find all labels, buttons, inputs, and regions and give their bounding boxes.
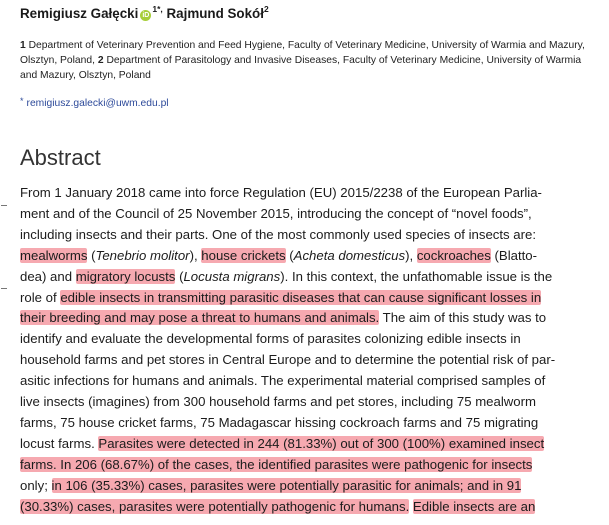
abstract-line: identify and evaluate the developmental forms of parasites colonizing edible insects in [20,331,521,347]
corresponding-email [20,96,169,109]
author-2-name[interactable]: Rajmund Sokół [166,6,264,21]
author-2-marker: 2 [263,4,269,14]
highlight: edible insects in transmitting parasitic diseases that can cause significant losses in [60,289,542,305]
highlight: in 106 (35.33%) cases, parasites were potentially parasitic for animals; and in 91 [51,477,522,493]
abstract-line [20,434,590,455]
highlight: Edible insects are an [412,498,536,514]
highlight: (30.33%) cases, parasites were potentially pathogenic for humans. [20,498,410,514]
email-link[interactable]: remigiusz.galecki@uwm.edu.pl [26,98,169,109]
corresponding-star: * [20,96,24,106]
abstract-line [20,288,590,309]
text-span: dea) and [20,268,76,284]
abstract-heading: Abstract [20,145,101,170]
margin-marker [1,288,7,289]
abstract-line [20,246,590,267]
author-line [20,4,269,21]
abstract-line: farms, 75 house cricket farms, 75 Madagascar hissing cockroach farms and 75 migrating [20,414,539,430]
highlight: farms. In 206 (68.67%) of the cases, the identified parasites were pathogenic for insects [20,456,533,472]
text-span: ), [189,247,202,263]
text-span: ( [285,247,294,263]
affiliation-1-number: 1 [20,40,26,51]
affiliations [20,38,595,83]
highlight: their breeding and may pose a threat to humans and animals. [20,310,380,326]
abstract-line: From 1 January 2018 came into force Regulation (EU) 2015/2238 of the European Parlia- [20,185,542,200]
highlight: cockroaches [416,247,491,263]
abstract-line [20,455,590,476]
highlight: Parasites were detected in 244 (81.33%) out of 300 (100%) examined insect [98,435,545,451]
text-span: (Blatto- [490,247,538,263]
abstract-line [20,267,590,288]
species-name: Acheta domesticus [293,247,406,263]
text-span: ). In this context, the unfathomable issue is the [280,268,553,284]
abstract-line: household farms and pet stores in Central Europe and to determine the potential risk of par- [20,352,556,368]
abstract-line: including insects and their parts. One of the most commonly used species of insects are: [20,226,537,242]
abstract-body [20,183,590,518]
highlight: house crickets [201,247,286,263]
affiliation-2-text: Department of Parasitology and Invasive Diseases, Faculty of Veterinary Medicine, University of Warmia and Mazury, Olsztyn, Poland [20,55,582,81]
abstract-line [20,476,590,497]
text-span: ( [175,268,184,284]
text-span: only; [20,477,52,493]
highlight: mealworms [20,247,88,263]
abstract-line: live insects (imagines) from 300 household farms and pet stores, including 75 mealworm [20,394,537,410]
margin-marker [1,205,7,206]
highlight: migratory locusts [75,268,176,284]
author-1-name[interactable]: Remigiusz Gałęcki [20,6,139,21]
abstract-line [20,497,590,518]
text-span: ( [87,247,96,263]
abstract-line [20,308,590,329]
abstract-line: ment and of the Council of 25 November 2015, introducing the concept of “novel foods”, [20,205,532,221]
orcid-icon[interactable]: iD [142,12,150,19]
species-name: Tenebrio molitor [95,247,190,263]
text-span: locust farms. [20,435,99,451]
text-span: ), [405,247,417,263]
affiliation-2-number: 2 [97,55,104,66]
text-span: The aim of this study was to [379,310,547,326]
author-1-marker: 1*, [152,4,163,14]
species-name: Locusta migrans [183,268,281,284]
text-span: role of [20,289,61,305]
abstract-line: asitic infections for humans and animals. The experimental material comprised samples of [20,373,546,389]
affiliation-1-text: Department of Veterinary Prevention and Feed Hygiene, Faculty of Veterinary Medicine, University of Warmia and Mazury, Olsztyn, Poland, [20,40,585,66]
